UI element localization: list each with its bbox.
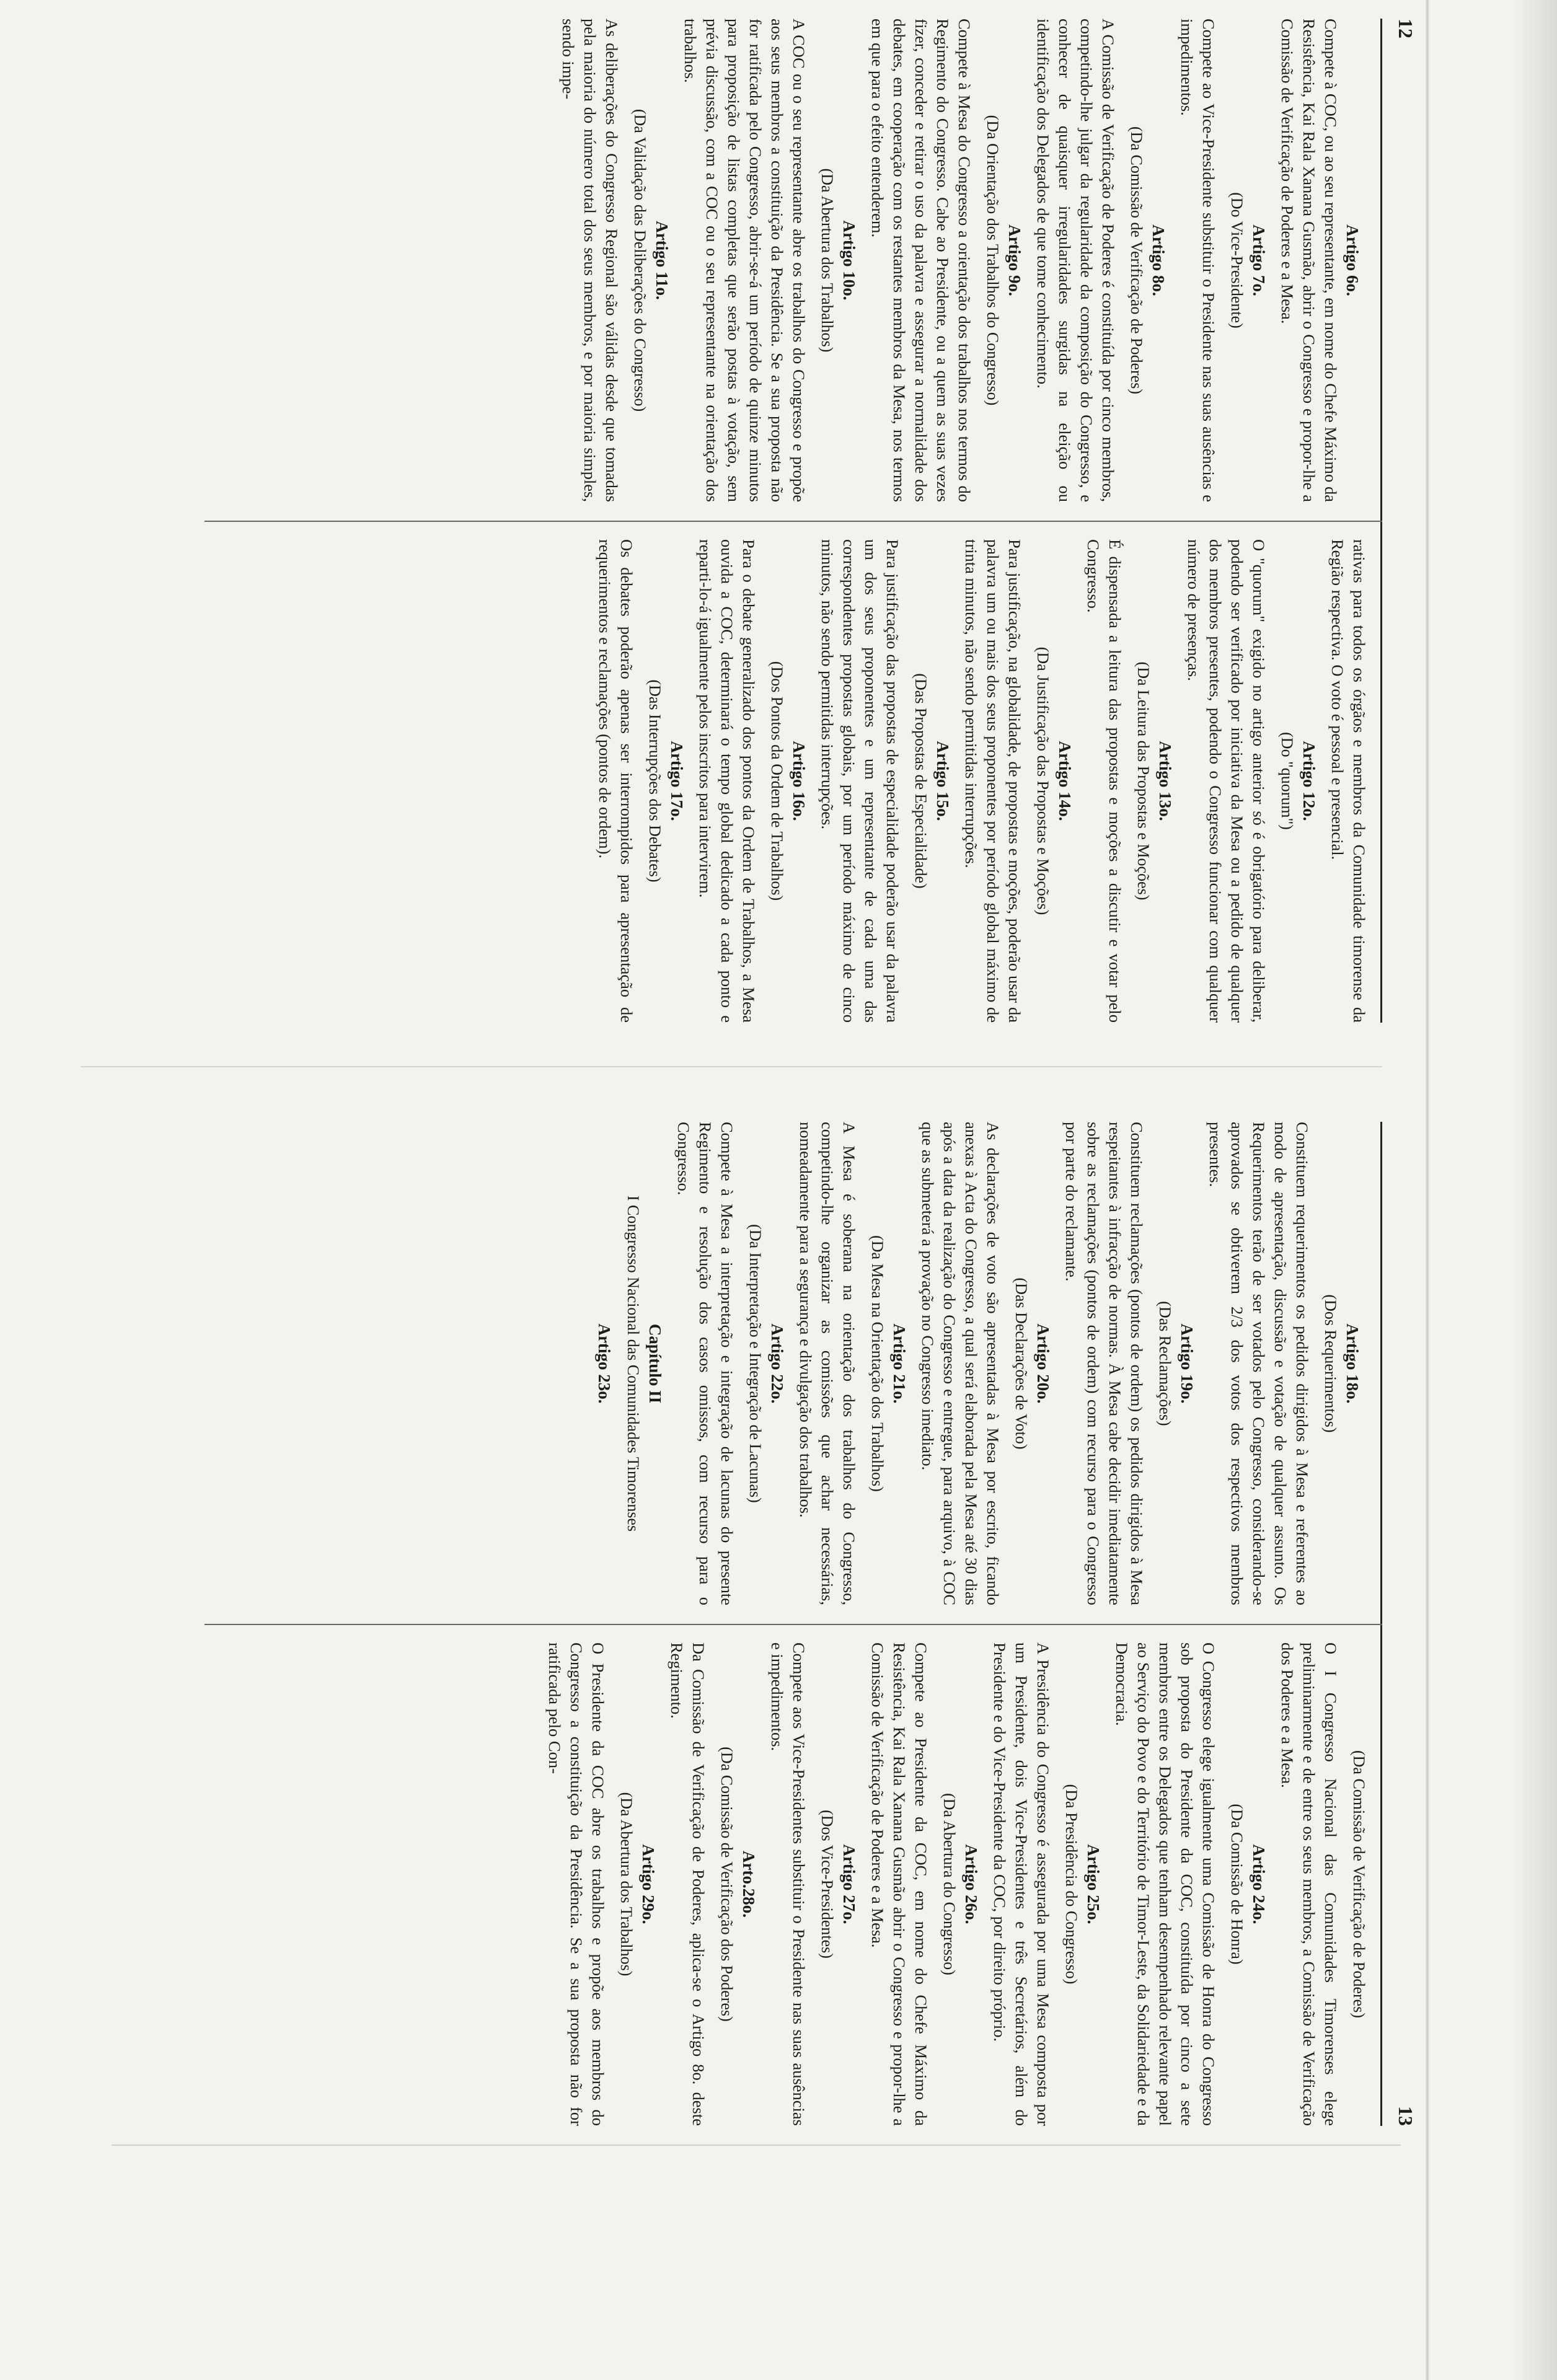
- article-text: É dispensada a leitura das propostas e moções a discutir e votar pelo Congresso.: [1084, 539, 1124, 1023]
- article-title: Artigo 21o.: [890, 1323, 909, 1404]
- left-page-column-2: [590, 539, 1370, 1023]
- article-text: Para justificação das propostas de especialidade poderão usar da palavra um dos seus proponentes e um representante de cada uma das correspondentes propostas globais, por um período máximo de cinco minutos, não sendo permitidas interrupções.: [818, 539, 902, 1023]
- article-title: Artigo 27o.: [840, 1844, 858, 1924]
- article-block: [816, 539, 954, 1023]
- article-subtitle: (Dos Requerimentos): [1321, 1294, 1339, 1433]
- page-edge-line: [1426, 0, 1429, 2380]
- article-title: Artigo 17o.: [668, 741, 686, 821]
- article-block: [1176, 19, 1270, 502]
- article-block: [766, 1642, 860, 2126]
- article-block: [679, 19, 860, 502]
- article-title: Artigo 29o.: [639, 1844, 658, 1924]
- article-subtitle: (Das Propostas de Especialidade): [912, 673, 930, 889]
- article-subtitle: (Da Comissão de Verificação de Poderes): [1127, 126, 1145, 394]
- article-title: Artigo 24o.: [1250, 1844, 1268, 1924]
- article-subtitle: (Do Vice-Presidente): [1228, 192, 1246, 328]
- article-block: [867, 1642, 982, 2126]
- article-subtitle: (Da Justificação das Propostas e Moções): [1034, 646, 1052, 915]
- article-block: [1276, 19, 1364, 502]
- article-subtitle: (Da Abertura do Congresso): [940, 1793, 958, 1975]
- article-text: Os debates poderão apenas ser interrompidos para apresentação de requerimentos e reclamações (pontos de ordem).: [596, 539, 636, 1023]
- document-spread: [68, 19, 1419, 2138]
- article-text: A Presidência do Congresso é assegurada por uma Mesa composta por um Presidente, dois Vice-Presidentes e três Secretários, além do Presidente e do Vice-Presidente da COC, por direito próprio.: [990, 1642, 1052, 2126]
- article-title: Arto.28o.: [739, 1851, 758, 1918]
- article-title: Artigo 10o.: [840, 220, 858, 301]
- article-text: Constituem requerimentos os pedidos dirigidos à Mesa e referentes ao modo de apresentação, discussão e votação de qualquer assunto. Os Requerimentos terão de ser votados pelo Congresso, considerando-se aprovados se obtiverem 2/3 dos votos dos respectivos membros presentes.: [1206, 1122, 1312, 1605]
- article-block: [694, 539, 810, 1023]
- article-title: Artigo 19o.: [1178, 1323, 1196, 1404]
- article-block: [673, 1122, 788, 1605]
- article-block: [544, 1642, 659, 2126]
- left-page-header: [1380, 19, 1419, 1023]
- article-title: Capítulo II: [646, 1323, 664, 1404]
- left-page: [68, 19, 1419, 1023]
- article-subtitle: (Da Orientação dos Trabalhos do Congresso): [984, 115, 1002, 406]
- article-text: A COC ou o seu representante abre os trabalhos do Congresso e propõe aos seus membros a constituição da Presidência. Se a sua proposta não for ratificada pelo Congresso, abrir-se-á um período de quinze minutos para proposição de listas completas que serão postas à votação, sem prévia discussão, com a COC ou o seu representante na orientação dos trabalhos.: [681, 19, 808, 502]
- article-text: Compete ao Presidente da COC, em nome do Chefe Máximo da Resistência, Kai Rala Xanana Gusmão abrir o Congresso e propor-lhe a Comissão de Verificação de Poderes e a Mesa.: [868, 1642, 930, 2126]
- article-subtitle: (Da Comissão de Verificação dos Poderes): [718, 1747, 736, 2022]
- article-text: A Mesa é soberana na orientação dos trabalhos do Congresso, competindo-lhe organizar as comissões que achar necessárias, nomeadamente para a segurança e divulgação dos trabalhos.: [796, 1122, 858, 1605]
- article-title: Artigo 9o.: [1005, 224, 1024, 296]
- left-page-column-1: [554, 19, 1370, 502]
- article-subtitle: (Da Validação das Deliberações do Congresso): [631, 108, 649, 412]
- article-subtitle: (Das Interrupções dos Debates): [646, 679, 664, 883]
- article-text: Da Comissão de Verificação de Poderes, aplica-se o Artigo 8o. deste Regimento.: [668, 1642, 708, 2126]
- article-subtitle: (Das Reclamações): [1156, 1301, 1174, 1426]
- article-subtitle: (Da Comissão de Honra): [1228, 1804, 1246, 1965]
- page-number: 13: [1395, 2106, 1417, 2126]
- article-text: O "quorum" exigido no artigo anterior só é obrigatório para deliberar, podendo ser verificado por iniciativa da Mesa ou a pedido de qualquer dos membros presentes, podendo o Congresso funcionar com qualquer número de presenças.: [1184, 539, 1268, 1023]
- article-text: A Comissão de Verificação de Poderes é constituída por cinco membros, competindo-lhe julgar da regularidade da composição do Congresso, e conhecer de quaisquer irregularidades surgidas na eleição ou identificação dos Delegados de que tome conhecimento.: [1034, 19, 1118, 502]
- article-block: [622, 1122, 666, 1605]
- bottom-edge-line: [112, 2144, 1401, 2146]
- article-text: O Presidente da COC abre os trabalhos e propõe aos membros do Congresso a constituição da Presidência. Se a sua proposta não for ratificada pelo Con-: [545, 1642, 607, 2126]
- article-subtitle: (Da Presidência do Congresso): [1062, 1784, 1080, 1985]
- article-subtitle: (Das Declarações de Voto): [1012, 1277, 1030, 1450]
- right-page-column-2: [540, 1642, 1370, 2126]
- article-subtitle: (Dos Pontos da Ordem de Trabalhos): [768, 661, 786, 901]
- article-title: Artigo 25o.: [1084, 1844, 1103, 1924]
- article-text: As declarações de voto são apresentadas à Mesa por escrito, ficando anexas à Acta do Congresso, a qual será elaborada pela Mesa até 30 dias após a data da realização do Congresso e entregue, para arquivo, à COC que as submeterá a provação no Congresso imediato.: [919, 1122, 1002, 1605]
- article-block: [557, 19, 673, 502]
- column-separator: [205, 1624, 1382, 1625]
- article-block: [1111, 1642, 1270, 2126]
- article-block: [917, 1122, 1054, 1605]
- article-title: Artigo 13o.: [1156, 741, 1175, 821]
- article-text: Para o debate generalizado dos pontos da Ordem de Trabalhos, a Mesa ouvida a COC, determinará o tempo global dedicado a cada ponto e reparti-lo-á igualmente pelos inscritos para intervirem.: [696, 539, 758, 1023]
- column-separator: [205, 521, 1382, 522]
- article-title: Artigo 16o.: [790, 741, 808, 821]
- article-title: Artigo 12o.: [1300, 741, 1318, 821]
- article-block: [1082, 539, 1176, 1023]
- article-subtitle: (Da Abertura dos Trabalhos): [818, 168, 836, 353]
- article-text: Compete à COC, ou ao seu representante, em nome do Chefe Máximo da Resistência, Kai Rala Xanana Gusmão, abrir o Congresso e propor-lhe a Comissão de Verificação de Poderes e a Mesa.: [1278, 19, 1340, 502]
- article-subtitle: (Da Comissão de Verificação de Poderes): [1350, 1750, 1368, 2018]
- article-title: Artigo 23o.: [595, 1323, 614, 1404]
- right-page-header: [1380, 1122, 1419, 2126]
- article-title: Artigo 20o.: [1034, 1323, 1052, 1404]
- article-title: Artigo 18o.: [1343, 1323, 1362, 1404]
- spread-gutter: [81, 1066, 1382, 1067]
- article-title: Artigo 26o.: [962, 1844, 981, 1924]
- article-subtitle: (Da Mesa na Orientação dos Trabalhos): [868, 1235, 886, 1492]
- article-block: [1061, 1122, 1198, 1605]
- article-text: Constituem reclamações (pontos de ordem) os pedidos dirigidos à Mesa respeitantes à infracção de normas. À Mesa cabe decidir imediatamente sobre as reclamações (pontos de ordem) com recurso para o Congresso por parte do reclamante.: [1062, 1122, 1146, 1605]
- right-page-column-1: [593, 1122, 1370, 1605]
- article-title: Artigo 14o.: [1056, 741, 1074, 821]
- article-subtitle: I Congresso Nacional das Comunidades Timorenses: [624, 1195, 642, 1532]
- article-block: [666, 1642, 760, 2126]
- article-text: As deliberações do Congresso Regional são válidas desde que tomadas pela maioria do número total dos seus membros, e por maioria simples, sendo impe-: [559, 19, 621, 502]
- article-block: [989, 1642, 1105, 2126]
- article-subtitle: (Dos Vice-Presidentes): [818, 1810, 836, 1959]
- article-block: [1276, 1642, 1370, 2126]
- article-text: O I Congresso Nacional das Comunidades Timorenses elege preliminarmente e de entre os seus membros, a Comissão de Verificação dos Poderes e a Mesa.: [1278, 1642, 1340, 2126]
- article-title: Artigo 11o.: [653, 221, 671, 300]
- article-subtitle: (Da Leitura das Propostas e Moções): [1134, 661, 1152, 901]
- article-block: [593, 1122, 615, 1605]
- article-subtitle: (Da Interpretação e Integração de Lacunas): [746, 1224, 764, 1503]
- article-block: [960, 539, 1076, 1023]
- right-page: [68, 1122, 1419, 2126]
- article-block: [867, 19, 1026, 502]
- article-text: rativas para todos os órgãos e membros da Comunidade timorense da Região respectiva. O voto é pessoal e presencial.: [1328, 539, 1369, 1023]
- article-text: Compete à Mesa a interpretação e integração de lacunas do presente Regimento e resolução dos casos omissos, com recurso para o Congresso.: [674, 1122, 736, 1605]
- article-text: O Congresso elege igualmente uma Comissão de Honra do Congresso sob proposta do Presidente da COC, constituída por cinco a sete membros entre os Delegados que tenham desempenhado relevante papel ao Serviço do Povo e do Território de Timor-Leste, da Solidariedade e da Democracia.: [1113, 1642, 1218, 2126]
- article-block: [594, 539, 688, 1023]
- article-subtitle: (Do "quorum"): [1278, 732, 1296, 830]
- article-title: Artigo 6o.: [1343, 224, 1362, 296]
- article-subtitle: (Da Abertura dos Trabalhos): [617, 1792, 635, 1977]
- article-title: Artigo 15o.: [933, 741, 952, 821]
- article-text: Para justificação, na globalidade, de propostas e moções, poderão usar da palavra um ou mais dos seus proponentes por período global máximo de trinta minutos, não sendo permitidas interrupções.: [962, 539, 1024, 1023]
- article-block: [1326, 539, 1370, 1023]
- article-block: [1032, 19, 1170, 502]
- article-text: Compete à Mesa do Congresso a orientação dos trabalhos nos termos do Regimento do Congresso. Cabe ao Presidente, ou a quem as suas vezes fizer, conceder e retirar o uso da palavra e assegurar a normalidade dos debates, em cooperação com os restantes membros da Mesa, nos termos em que para o efeito entenderem.: [868, 19, 974, 502]
- article-text: Compete ao Vice-Presidente substituir o Presidente nas suas ausências e impedimentos.: [1178, 19, 1218, 502]
- scan-shadow: [1512, 0, 1557, 2380]
- article-block: [1204, 1122, 1364, 1605]
- article-block: [1183, 539, 1320, 1023]
- article-title: Artigo 22o.: [768, 1323, 787, 1404]
- article-block: [795, 1122, 911, 1605]
- article-title: Artigo 7o.: [1250, 224, 1268, 296]
- article-text: Compete aos Vice-Presidentes substituir o Presidente nas suas ausências e impedimentos.: [768, 1642, 808, 2126]
- page-number: 12: [1395, 19, 1417, 38]
- article-title: Artigo 8o.: [1149, 224, 1168, 296]
